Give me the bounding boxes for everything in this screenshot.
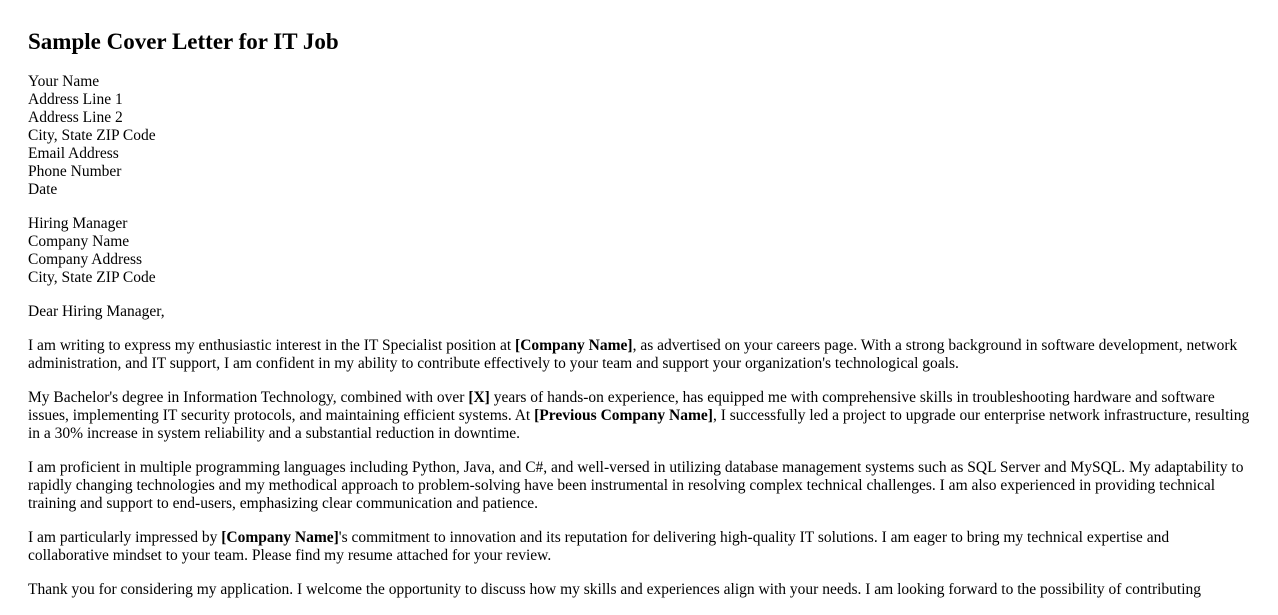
sender-city-state-zip: City, State ZIP Code	[28, 127, 156, 144]
paragraph-company-interest-text-2: 's commitment to innovation and its reputation for delivering high-quality IT solutions. I am eager to bring my technical expertise and collaborative mindset to your team. Please find my resume attached for your review.	[28, 529, 1170, 564]
sender-phone: Phone Number	[28, 163, 122, 180]
previous-company-placeholder: [Previous Company Name]	[534, 407, 713, 424]
paragraph-intro-text-1: I am writing to express my enthusiastic interest in the IT Specialist position at	[28, 337, 516, 354]
sender-email: Email Address	[28, 145, 119, 162]
recipient-address-block	[28, 215, 1250, 287]
paragraph-intro	[28, 337, 1250, 373]
letter-date: Date	[28, 181, 58, 198]
paragraph-skills: I am proficient in multiple programming languages including Python, Java, and C#, and well-versed in utilizing database management systems such as SQL Server and MySQL. My adaptability to rapidly changing technologies and my methodical approach to problem-solving have been instrumental in resolving complex technical challenges. I am also experienced in providing technical training and support to end-users, emphasizing clear communication and patience.	[28, 459, 1244, 512]
paragraph-intro-text-2: , as advertised on your careers page. With a strong background in software development, network administration, and IT support, I am confident in my ability to contribute effectively to your team and support your organization's technological goals.	[28, 337, 1238, 372]
recipient-title: Hiring Manager	[28, 215, 128, 232]
document-page	[28, 28, 1250, 615]
company-name-placeholder: [Company Name]	[221, 529, 339, 546]
recipient-company: Company Name	[28, 233, 130, 250]
sender-name: Your Name	[28, 73, 100, 90]
paragraph-closing: Thank you for considering my application. I welcome the opportunity to discuss how my skills and experiences align with your needs. I am looking forward to the possibility of contributing	[28, 581, 1202, 598]
years-placeholder: [X]	[468, 389, 490, 406]
company-name-placeholder: [Company Name]	[515, 337, 633, 354]
page-title: Sample Cover Letter for IT Job	[28, 29, 339, 54]
sender-address-line-2: Address Line 2	[28, 109, 123, 126]
sender-address-line-1: Address Line 1	[28, 91, 123, 108]
paragraph-experience	[28, 389, 1250, 443]
recipient-address: Company Address	[28, 251, 143, 268]
paragraph-company-interest-text-1: I am particularly impressed by	[28, 529, 222, 546]
paragraph-experience-text-2: years of hands-on experience, has equipped me with comprehensive skills in troubleshooting hardware and software issues, implementing IT security protocols, and maintaining efficient systems. At	[28, 389, 1215, 424]
paragraph-experience-text-1: My Bachelor's degree in Information Technology, combined with over	[28, 389, 469, 406]
recipient-city-state-zip: City, State ZIP Code	[28, 269, 156, 286]
paragraph-experience-text-3: , I successfully led a project to upgrade our enterprise network infrastructure, resulting in a 30% increase in system reliability and a substantial reduction in downtime.	[28, 407, 1250, 442]
paragraph-company-interest	[28, 529, 1250, 565]
sender-address-block	[28, 73, 1250, 199]
salutation: Dear Hiring Manager,	[28, 303, 165, 320]
